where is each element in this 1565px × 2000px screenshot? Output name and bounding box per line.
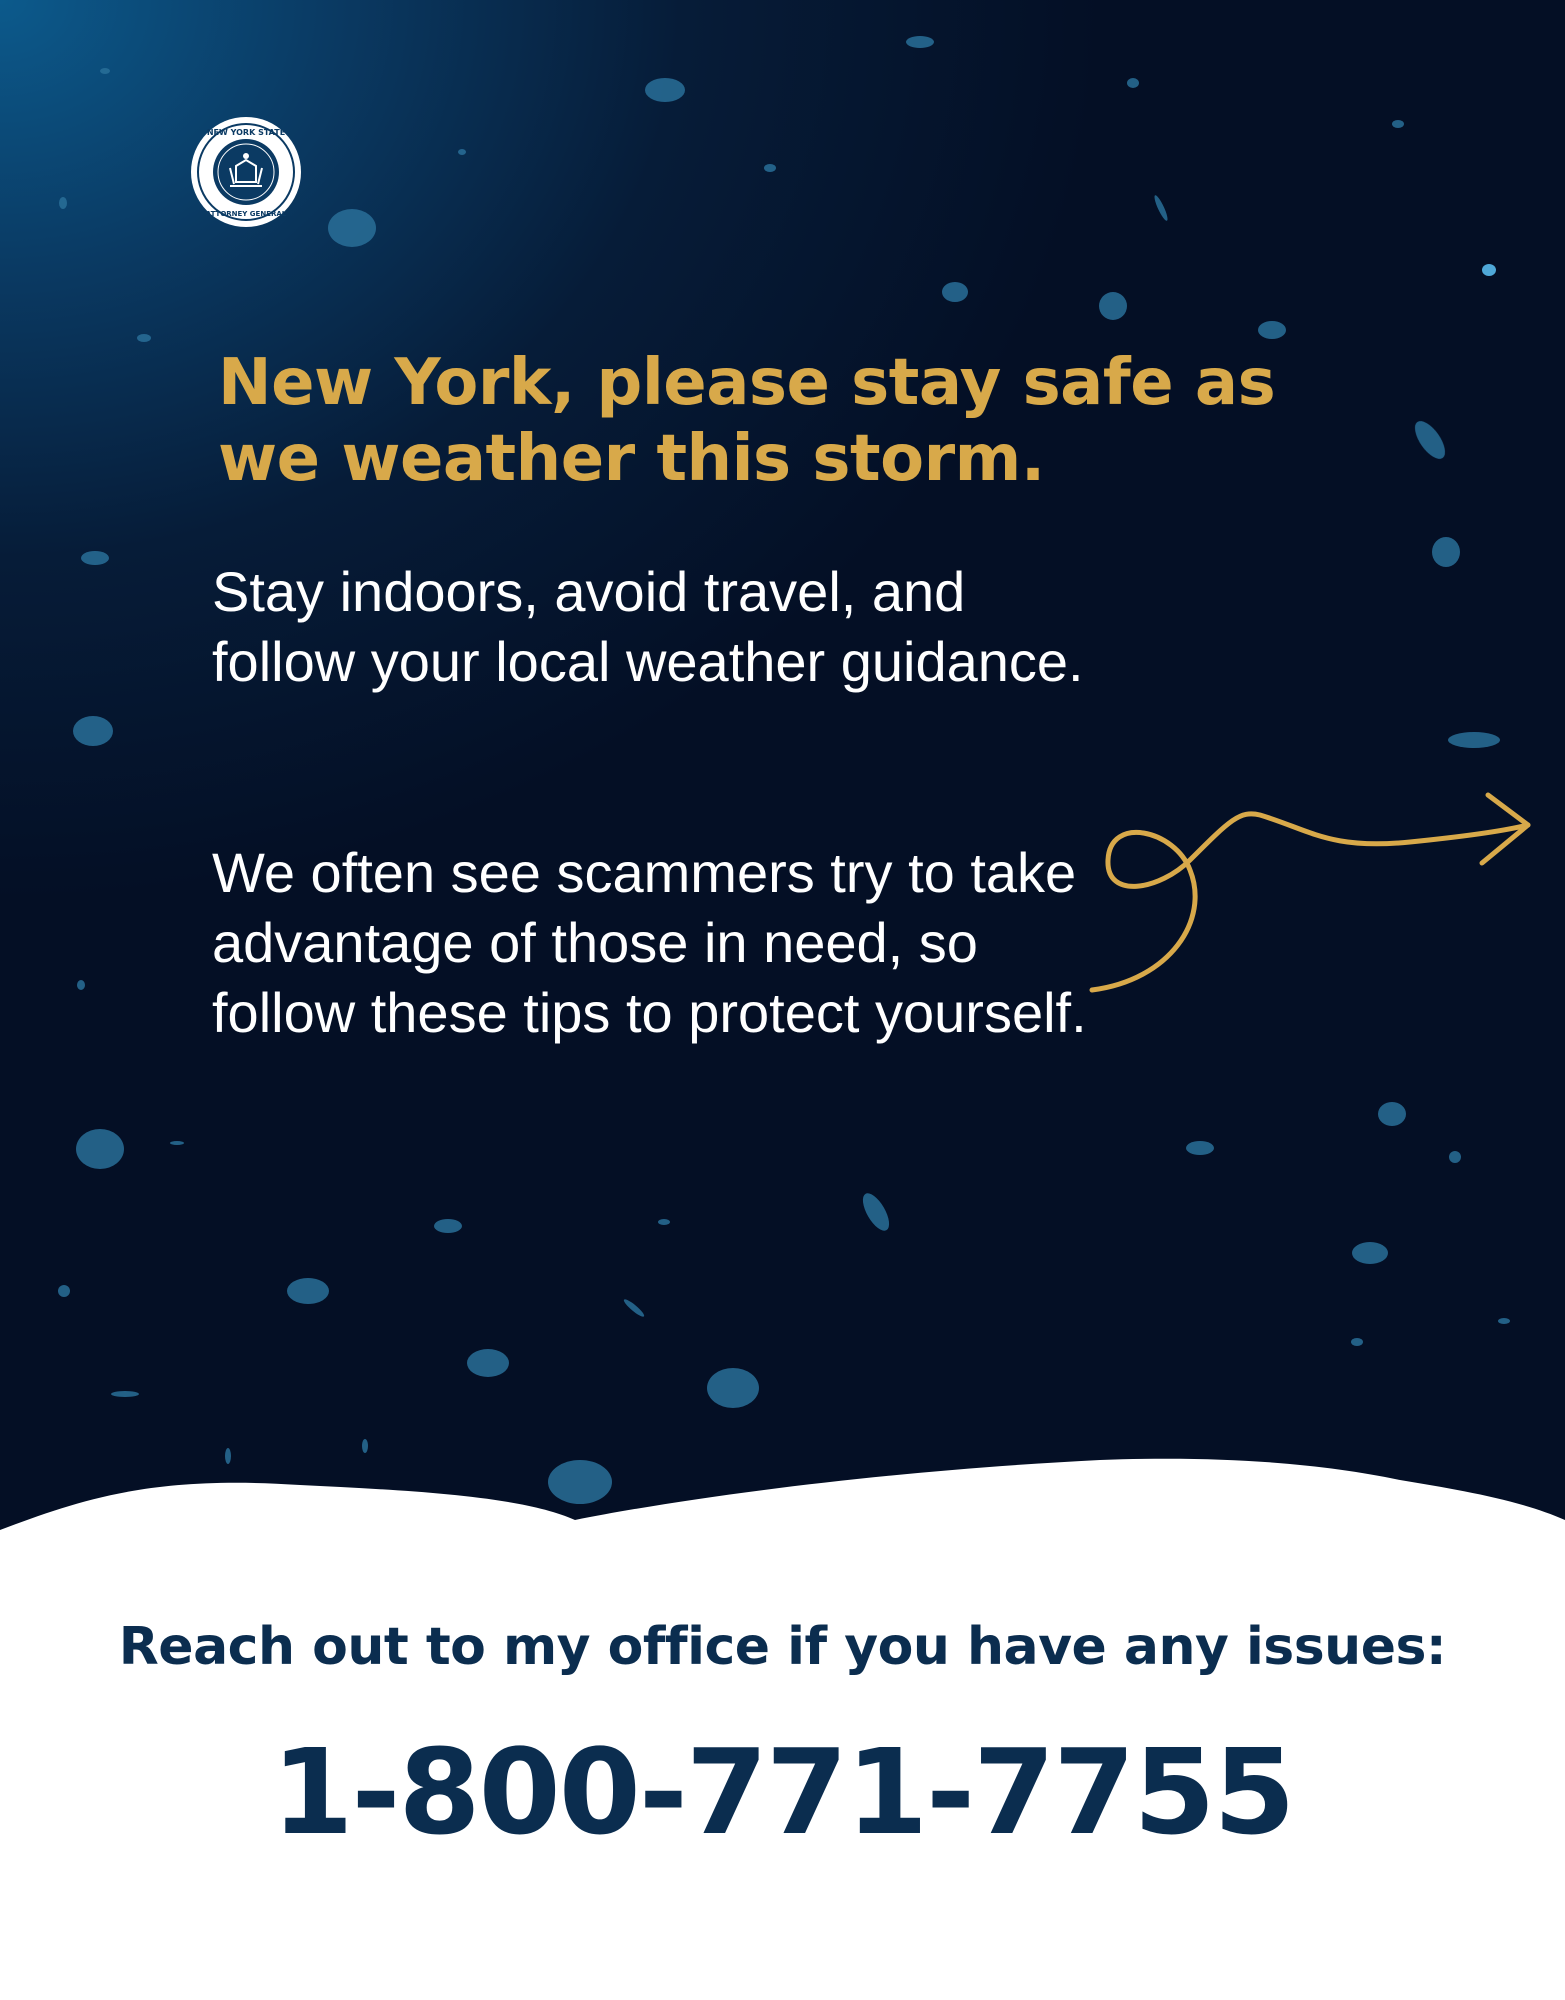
contact-prompt: Reach out to my office if you have any issues: (118, 1617, 1447, 1677)
ny-attorney-general-seal-icon (190, 116, 302, 228)
seal-text-top: NEW YORK STATE (206, 128, 286, 137)
body-paragraph-1: Stay indoors, avoid travel, and follow your local weather guidance. (212, 560, 1084, 693)
body-paragraph-2: We often see scammers try to take advantage of those in need, so follow these tips to protect yourself. (212, 841, 1087, 1044)
phone-number[interactable]: 1-800-771-7755 (271, 1723, 1294, 1861)
headline: New York, please stay safe as we weather this storm. (218, 346, 1276, 496)
swirl-arrow-icon (1080, 770, 1540, 1010)
seal-text-bottom: ATTORNEY GENERAL (205, 210, 287, 218)
